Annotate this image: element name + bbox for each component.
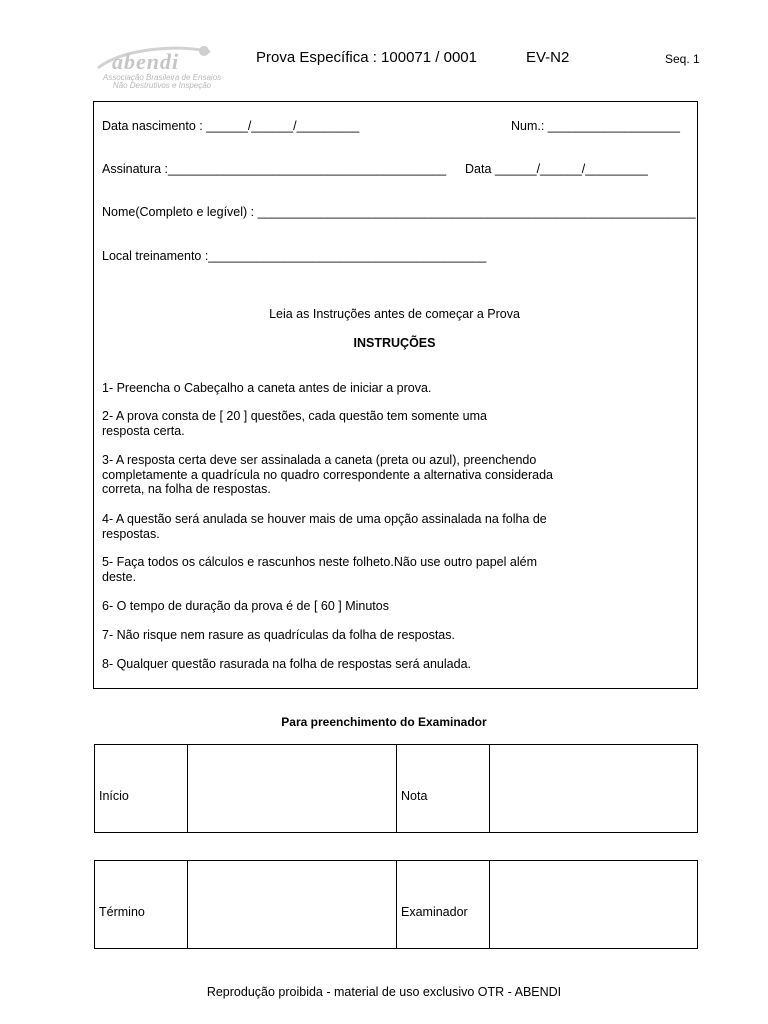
grade-cell[interactable] — [490, 745, 697, 832]
end-time-label: Término — [99, 905, 145, 919]
logo-line-1: Associação Brasileira de Ensaios — [102, 73, 222, 82]
examiner-section-title: Para preenchimento do Examinador — [281, 715, 487, 729]
examiner-label: Examinador — [401, 905, 468, 919]
instructions-heading: INSTRUÇÕES — [353, 336, 436, 350]
number-field[interactable]: Num.: ___________________ — [511, 119, 680, 133]
birth-date-field[interactable]: Data nascimento : ______/______/_________ — [102, 119, 360, 133]
footer-notice: Reprodução proibida - material de uso exclusivo OTR - ABENDI — [206, 985, 562, 999]
full-name-field[interactable]: Nome(Completo e legível) : _______________________________________________________________ — [102, 205, 696, 219]
instruction-item-5: 5- Faça todos os cálculos e rascunhos neste folheto.Não use outro papel além deste. — [102, 555, 537, 584]
instruction-item-2: 2- A prova consta de [ 20 ] questões, cada questão tem somente uma resposta certa. — [102, 409, 487, 438]
table-divider — [396, 745, 397, 832]
start-time-label: Início — [99, 789, 129, 803]
table-divider — [396, 861, 397, 948]
instruction-item-6: 6- O tempo de duração da prova é de [ 60 ] Minutos — [102, 599, 389, 613]
date-field[interactable]: Data ______/______/_________ — [465, 162, 648, 176]
instruction-item-8: 8- Qualquer questão rasurada na folha de respostas será anulada. — [102, 657, 471, 671]
examiner-cell[interactable] — [490, 861, 697, 948]
document-title: Prova Específica : 100071 / 0001 — [256, 49, 477, 66]
document-sequence: Seq. 1 — [665, 52, 700, 66]
instructions-intro: Leia as Instruções antes de começar a Prova — [269, 307, 520, 321]
instruction-item-4: 4- A questão será anulada se houver mais de uma opção assinalada na folha de respostas. — [102, 512, 547, 541]
signature-field[interactable]: Assinatura :________________________________________ — [102, 162, 447, 176]
abendi-logo — [92, 42, 232, 90]
training-location-field[interactable]: Local treinamento :________________________________________ — [102, 249, 487, 263]
logo-line-2: Não Destrutivos e Inspeção — [112, 81, 212, 90]
examiner-table-row-1 — [94, 744, 698, 833]
end-time-cell[interactable] — [188, 861, 396, 948]
instruction-item-3: 3- A resposta certa deve ser assinalada a caneta (preta ou azul), preenchendo completamente a quadrícula no quadro correspondente a alternativa considerada correta, na folha de respostas. — [102, 453, 553, 496]
grade-label: Nota — [401, 789, 428, 803]
instruction-item-1: 1- Preencha o Cabeçalho a caneta antes de iniciar a prova. — [102, 381, 432, 395]
start-time-cell[interactable] — [188, 745, 396, 832]
logo-wordmark: abendi — [112, 49, 180, 74]
instruction-item-7: 7- Não risque nem rasure as quadrículas da folha de respostas. — [102, 628, 455, 642]
examiner-table-row-2 — [94, 860, 698, 949]
document-level: EV-N2 — [526, 49, 570, 66]
